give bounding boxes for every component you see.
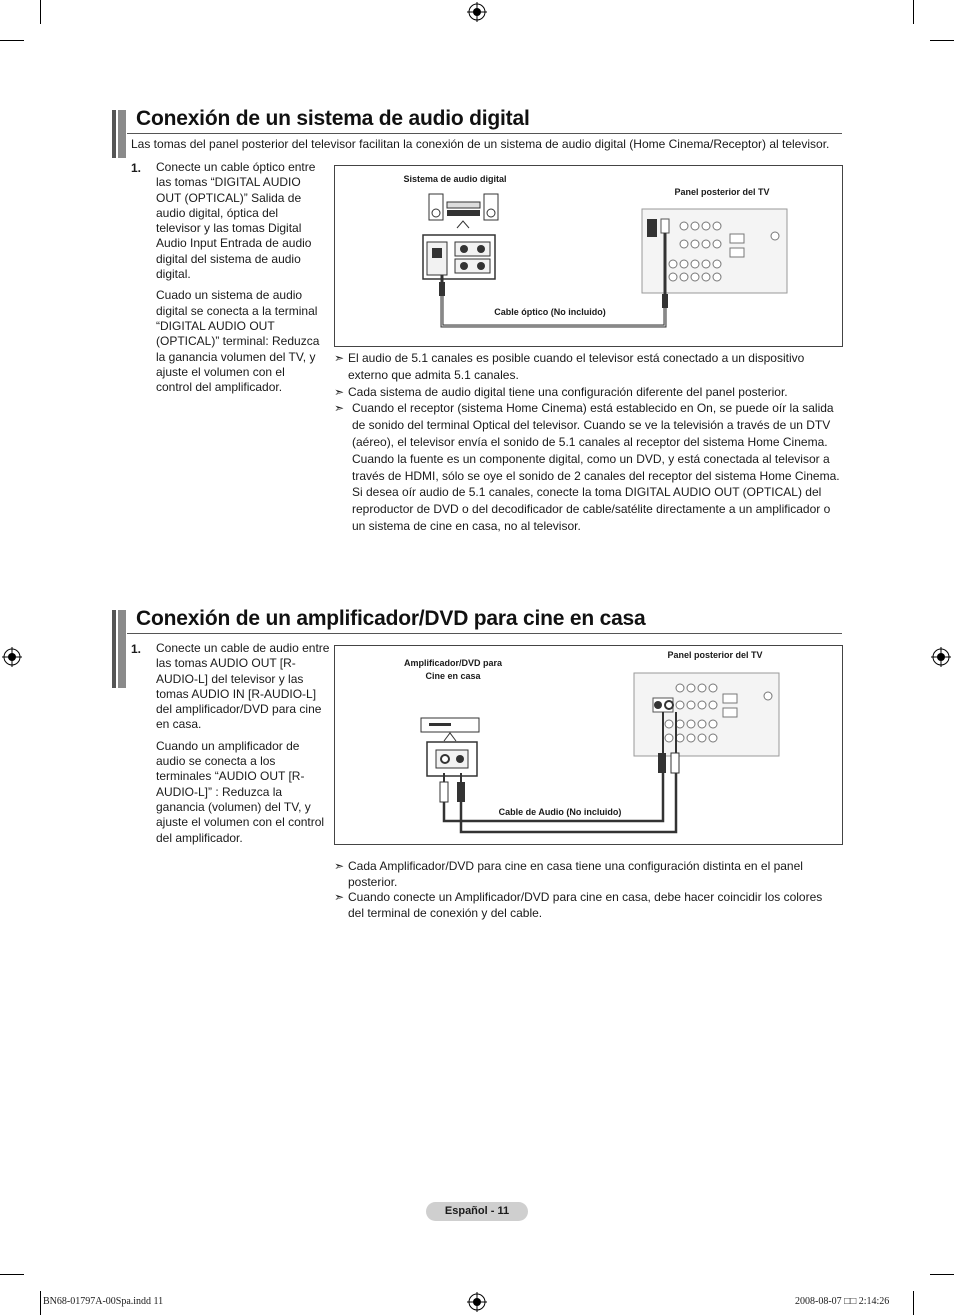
tv-panel-label: Panel posterior del TV: [674, 187, 770, 197]
section-accent-bar: [118, 610, 126, 688]
crop-mark: [913, 1291, 914, 1315]
amplifier-dvd-icon: [421, 718, 479, 776]
section-title: Conexión de un amplificador/DVD para cine en casa: [136, 607, 646, 630]
device-label: Sistema de audio digital: [403, 174, 507, 184]
print-slug-file: BN68-01797A-00Spa.indd 11: [43, 1296, 164, 1307]
section-intro: Las tomas del panel posterior del televisor facilitan la conexión de un sistema de audio digital (Home Cinema/Receptor) al televisor.: [131, 137, 830, 151]
tv-panel-label: Panel posterior del TV: [667, 650, 763, 660]
step-instructions: [156, 160, 324, 401]
step-paragraph: Cuando un amplificador de audio se conecta a los terminales “AUDIO OUT [R-AUDIO-L]” : Reduzca la ganancia (volumen) del TV, y ajuste el volumen con el control del amplificador.: [156, 738, 325, 845]
crop-mark: [913, 0, 914, 24]
note-arrow-icon: ➣: [334, 890, 345, 904]
device-label: Amplificador/DVD para: [403, 658, 503, 668]
section-rule: [127, 133, 842, 134]
tv-back-panel-icon: [634, 673, 779, 756]
section-accent-bar: [112, 110, 116, 158]
audio-system-icon: [429, 194, 498, 228]
step-paragraph: Cuado un sistema de audio digital se conecta a la terminal “DIGITAL AUDIO OUT (OPTICAL)” terminal: Reduzca la ganancia volumen del TV, y ajuste el volumen con el control del amplificador.: [156, 288, 320, 395]
step-number: 1.: [131, 161, 142, 175]
note-arrow-icon: ➣: [334, 401, 345, 416]
print-slug-date: 2008-08-07 □□ 2:14:26: [795, 1296, 890, 1307]
cable-label: Cable óptico (No incluido): [494, 307, 606, 317]
crop-mark: [930, 40, 954, 41]
optical-connection-drawing: [335, 166, 842, 346]
device-label: Cine en casa: [425, 671, 481, 681]
receiver-panel-icon: [423, 235, 495, 279]
crop-mark: [40, 0, 41, 24]
connection-diagram-audio: [334, 645, 843, 845]
crop-mark: [40, 1291, 41, 1315]
registration-mark-icon: [931, 647, 951, 667]
step-number: 1.: [131, 642, 142, 656]
section-accent-bar: [112, 610, 116, 688]
step-paragraph: Conecte un cable de audio entre las tomas AUDIO OUT [R-AUDIO-L] del televisor y las tomas AUDIO IN [R-AUDIO-L] del amplificador/DVD para cine en casa.: [156, 641, 330, 732]
registration-mark-icon: [2, 647, 22, 667]
step-instructions: [156, 641, 332, 852]
registration-mark-icon: [467, 1292, 487, 1312]
crop-mark: [0, 40, 24, 41]
crop-mark: [0, 1274, 24, 1275]
note-arrow-icon: ➣: [334, 351, 345, 365]
section-title: Conexión de un sistema de audio digital: [136, 107, 530, 130]
cable-label: Cable de Audio (No incluido): [498, 807, 622, 817]
section-accent-bar: [118, 110, 126, 158]
note-item: ➣ Cuando el receptor (sistema Home Cinema) está establecido en On, se puede oír la salida de sonido del terminal Optical del televisor. Cuando se ve la televisión a través de un DTV (aéreo), el televisor envía el sonido de 5.1 canales al receptor del sistema Home Cinema. Cuando la fuente es un componente digital, como un DVD, y está conectada al televisor a través de HDMI, sólo se oye el sonido de 2 canales del receptor del sistema Home Cinema. Si desea oír audio de 5.1 canales, conecte la toma DIGITAL AUDIO OUT (OPTICAL) del reproductor de DVD o del decodificador de cable/satélite directamente a un amplificador o un sistema de cine en casa, no al televisor.: [334, 401, 840, 533]
note-item: ➣ El audio de 5.1 canales es posible cuando el televisor está conectado a un dispositivo externo que admita 5.1 canales.: [334, 351, 805, 382]
page-number-badge: Español - 11: [426, 1202, 528, 1221]
registration-mark-icon: [467, 2, 487, 22]
audio-connection-drawing: [335, 646, 842, 844]
note-arrow-icon: ➣: [334, 384, 345, 399]
note-arrow-icon: ➣: [334, 859, 345, 873]
section1-notes: [334, 350, 844, 535]
note-item: ➣ Cuando conecte un Amplificador/DVD para cine en casa, debe hacer coincidir los colores del terminal de conexión y del cable.: [334, 890, 823, 920]
section2-notes: [334, 859, 839, 921]
step-paragraph: Conecte un cable óptico entre las tomas “DIGITAL AUDIO OUT (OPTICAL)” Salida de audio digital, óptica del televisor y las tomas Digital Audio Input Entrada de audio digital del sistema de audio digital.: [156, 160, 316, 282]
crop-mark: [930, 1274, 954, 1275]
connection-diagram-optical: [334, 165, 843, 347]
note-item: ➣ Cada sistema de audio digital tiene una configuración diferente del panel posterior.: [334, 384, 788, 399]
section-rule: [127, 633, 842, 634]
note-item: ➣ Cada Amplificador/DVD para cine en casa tiene una configuración distinta en el panel posterior.: [334, 859, 803, 889]
